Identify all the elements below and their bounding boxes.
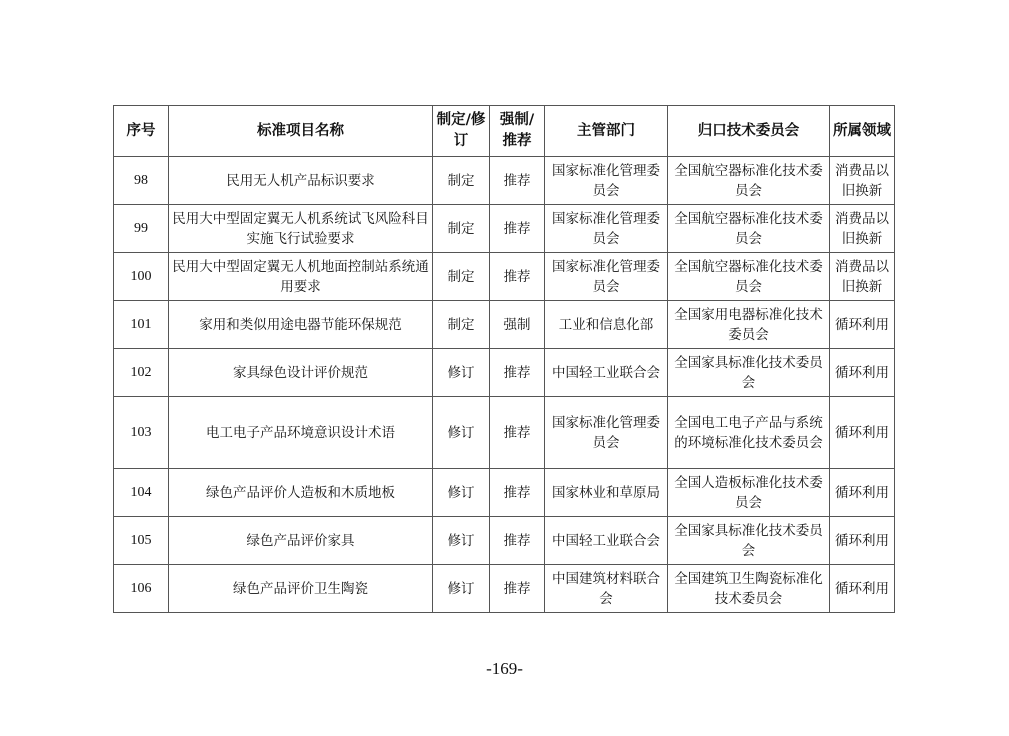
cell-committee: 全国航空器标准化技术委员会 <box>668 157 830 205</box>
cell-mandatory: 推荐 <box>490 349 545 397</box>
page-number: -169- <box>486 659 523 678</box>
table-row <box>114 205 895 253</box>
cell-no: 104 <box>114 469 169 517</box>
cell-committee: 全国航空器标准化技术委员会 <box>668 253 830 301</box>
cell-dept: 工业和信息化部 <box>545 301 668 349</box>
cell-field: 循环利用 <box>830 565 895 613</box>
table-header-row <box>114 106 895 157</box>
cell-name: 民用无人机产品标识要求 <box>169 157 433 205</box>
header-field: 所属领域 <box>830 106 895 157</box>
cell-mandatory: 推荐 <box>490 565 545 613</box>
cell-dept: 国家标准化管理委员会 <box>545 205 668 253</box>
cell-name: 民用大中型固定翼无人机地面控制站系统通用要求 <box>169 253 433 301</box>
cell-no: 102 <box>114 349 169 397</box>
cell-mandatory: 推荐 <box>490 517 545 565</box>
cell-field: 循环利用 <box>830 349 895 397</box>
cell-no: 103 <box>114 397 169 469</box>
cell-name: 民用大中型固定翼无人机系统试飞风险科目实施飞行试验要求 <box>169 205 433 253</box>
table-row <box>114 349 895 397</box>
cell-committee: 全国家具标准化技术委员会 <box>668 517 830 565</box>
cell-type: 修订 <box>433 517 490 565</box>
cell-mandatory: 强制 <box>490 301 545 349</box>
cell-committee: 全国人造板标准化技术委员会 <box>668 469 830 517</box>
standards-table <box>113 105 895 613</box>
cell-committee: 全国家具标准化技术委员会 <box>668 349 830 397</box>
cell-type: 制定 <box>433 157 490 205</box>
cell-dept: 中国轻工业联合会 <box>545 349 668 397</box>
cell-mandatory: 推荐 <box>490 253 545 301</box>
table-row <box>114 469 895 517</box>
cell-committee: 全国航空器标准化技术委员会 <box>668 205 830 253</box>
cell-committee: 全国建筑卫生陶瓷标准化技术委员会 <box>668 565 830 613</box>
header-no: 序号 <box>114 106 169 157</box>
cell-field: 消费品以旧换新 <box>830 157 895 205</box>
cell-no: 99 <box>114 205 169 253</box>
cell-type: 制定 <box>433 205 490 253</box>
cell-type: 修订 <box>433 397 490 469</box>
cell-mandatory: 推荐 <box>490 205 545 253</box>
cell-name: 绿色产品评价卫生陶瓷 <box>169 565 433 613</box>
cell-committee: 全国电工电子产品与系统的环境标准化技术委员会 <box>668 397 830 469</box>
cell-no: 100 <box>114 253 169 301</box>
cell-dept: 国家标准化管理委员会 <box>545 157 668 205</box>
cell-mandatory: 推荐 <box>490 157 545 205</box>
cell-type: 修订 <box>433 565 490 613</box>
table-row <box>114 517 895 565</box>
header-name: 标准项目名称 <box>169 106 433 157</box>
cell-name: 家具绿色设计评价规范 <box>169 349 433 397</box>
cell-no: 101 <box>114 301 169 349</box>
cell-mandatory: 推荐 <box>490 397 545 469</box>
cell-dept: 中国轻工业联合会 <box>545 517 668 565</box>
cell-field: 循环利用 <box>830 469 895 517</box>
cell-field: 循环利用 <box>830 301 895 349</box>
header-type: 制定/修订 <box>433 106 490 157</box>
cell-dept: 国家标准化管理委员会 <box>545 253 668 301</box>
cell-no: 105 <box>114 517 169 565</box>
cell-name: 家用和类似用途电器节能环保规范 <box>169 301 433 349</box>
cell-no: 98 <box>114 157 169 205</box>
cell-type: 修订 <box>433 349 490 397</box>
cell-mandatory: 推荐 <box>490 469 545 517</box>
header-mandatory: 强制/推荐 <box>490 106 545 157</box>
cell-dept: 国家标准化管理委员会 <box>545 397 668 469</box>
table-row <box>114 397 895 469</box>
table-row <box>114 301 895 349</box>
cell-field: 消费品以旧换新 <box>830 205 895 253</box>
cell-dept: 国家林业和草原局 <box>545 469 668 517</box>
cell-committee: 全国家用电器标准化技术委员会 <box>668 301 830 349</box>
cell-field: 消费品以旧换新 <box>830 253 895 301</box>
cell-name: 电工电子产品环境意识设计术语 <box>169 397 433 469</box>
cell-name: 绿色产品评价家具 <box>169 517 433 565</box>
cell-field: 循环利用 <box>830 517 895 565</box>
cell-type: 修订 <box>433 469 490 517</box>
cell-type: 制定 <box>433 253 490 301</box>
cell-dept: 中国建筑材料联合会 <box>545 565 668 613</box>
header-committee: 归口技术委员会 <box>668 106 830 157</box>
table-row <box>114 253 895 301</box>
cell-no: 106 <box>114 565 169 613</box>
table-row <box>114 157 895 205</box>
cell-field: 循环利用 <box>830 397 895 469</box>
cell-name: 绿色产品评价人造板和木质地板 <box>169 469 433 517</box>
header-dept: 主管部门 <box>545 106 668 157</box>
table-row <box>114 565 895 613</box>
cell-type: 制定 <box>433 301 490 349</box>
